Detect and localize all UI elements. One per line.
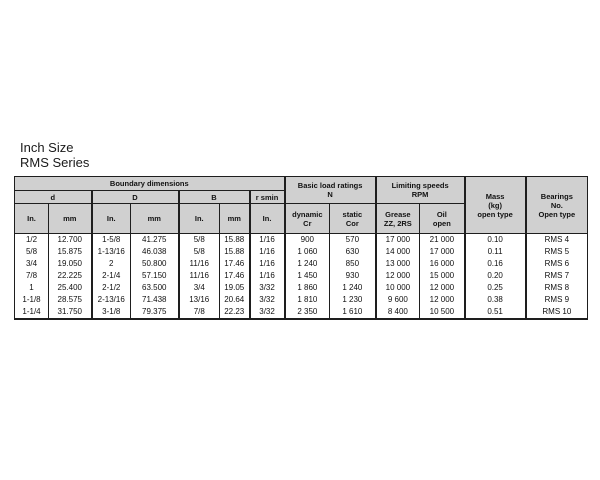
cell-mass: 0.10 — [465, 234, 526, 247]
cell-static-cor: 630 — [330, 246, 376, 258]
header-open-label: open — [432, 218, 451, 228]
cell-oil-speed: 17 000 — [420, 246, 465, 258]
cell-mass: 0.25 — [465, 282, 526, 294]
header-cor-label: Cor — [345, 218, 359, 228]
table-row — [15, 258, 588, 270]
title-inch-size: Inch Size — [20, 140, 74, 155]
cell-B-mm: 19.05 — [220, 282, 250, 294]
cell-dynamic-cr: 900 — [285, 234, 330, 247]
cell-D-mm: 63.500 — [131, 282, 179, 294]
cell-static-cor: 1 230 — [330, 294, 376, 306]
table-row — [15, 294, 588, 306]
header-B-width: B — [179, 191, 250, 204]
header-d-in: In. — [15, 204, 49, 234]
cell-B-mm: 15.88 — [220, 234, 250, 247]
header-mass-sub: open type — [477, 209, 513, 219]
cell-grease-speed: 10 000 — [376, 282, 420, 294]
cell-d-mm: 25.400 — [49, 282, 92, 294]
cell-oil-speed: 21 000 — [420, 234, 465, 247]
cell-r-in: 1/16 — [250, 234, 285, 247]
cell-B-mm: 22.23 — [220, 306, 250, 319]
cell-d-in: 1/2 — [15, 234, 49, 247]
header-mass-unit: (kg) — [488, 200, 502, 210]
cell-grease-speed: 12 000 — [376, 270, 420, 282]
cell-dynamic-cr: 2 350 — [285, 306, 330, 319]
cell-d-in: 1-1/8 — [15, 294, 49, 306]
header-bearings-sub: Open type — [538, 209, 576, 219]
header-load-ratings-label: Basic load ratings — [297, 181, 363, 190]
table-row — [15, 306, 588, 319]
cell-D-in: 1-5/8 — [92, 234, 131, 247]
cell-static-cor: 1 610 — [330, 306, 376, 319]
header-mass — [465, 177, 526, 234]
cell-d-mm: 19.050 — [49, 258, 92, 270]
header-bearings-no — [526, 177, 588, 234]
cell-bearing-no: RMS 8 — [526, 282, 588, 294]
cell-d-in: 3/4 — [15, 258, 49, 270]
header-speed-unit: RPM — [411, 190, 429, 199]
cell-mass: 0.20 — [465, 270, 526, 282]
header-D-outer: D — [92, 191, 179, 204]
cell-bearing-no: RMS 5 — [526, 246, 588, 258]
cell-oil-speed: 12 000 — [420, 294, 465, 306]
cell-B-in: 5/8 — [179, 234, 220, 247]
table-row — [15, 234, 588, 247]
cell-B-in: 5/8 — [179, 246, 220, 258]
cell-D-in: 1-13/16 — [92, 246, 131, 258]
header-load-unit: N — [327, 190, 333, 199]
header-grease-label: Grease — [385, 209, 411, 219]
cell-D-mm: 46.038 — [131, 246, 179, 258]
cell-mass: 0.11 — [465, 246, 526, 258]
cell-static-cor: 850 — [330, 258, 376, 270]
cell-D-in: 3-1/8 — [92, 306, 131, 319]
cell-r-in: 3/32 — [250, 282, 285, 294]
table-row — [15, 270, 588, 282]
cell-mass: 0.16 — [465, 258, 526, 270]
header-d-mm: mm — [49, 204, 92, 234]
cell-oil-speed: 12 000 — [420, 282, 465, 294]
cell-B-mm: 17.46 — [220, 258, 250, 270]
cell-oil-speed: 15 000 — [420, 270, 465, 282]
header-d-bore: d — [15, 191, 92, 204]
cell-static-cor: 570 — [330, 234, 376, 247]
cell-r-in: 3/32 — [250, 306, 285, 319]
header-r-in: In. — [250, 204, 285, 234]
cell-D-in: 2-1/4 — [92, 270, 131, 282]
table-row — [15, 246, 588, 258]
cell-d-mm: 31.750 — [49, 306, 92, 319]
cell-mass: 0.51 — [465, 306, 526, 319]
cell-d-mm: 15.875 — [49, 246, 92, 258]
cell-bearing-no: RMS 9 — [526, 294, 588, 306]
header-B-in: In. — [179, 204, 220, 234]
header-D-in: In. — [92, 204, 131, 234]
header-B-mm: mm — [220, 204, 250, 234]
title-series: RMS Series — [20, 155, 90, 170]
cell-static-cor: 930 — [330, 270, 376, 282]
cell-static-cor: 1 240 — [330, 282, 376, 294]
cell-B-in: 11/16 — [179, 258, 220, 270]
cell-bearing-no: RMS 4 — [526, 234, 588, 247]
cell-d-mm: 28.575 — [49, 294, 92, 306]
cell-grease-speed: 8 400 — [376, 306, 420, 319]
cell-B-in: 13/16 — [179, 294, 220, 306]
header-zz-label: ZZ, 2RS — [383, 218, 412, 228]
cell-B-mm: 15.88 — [220, 246, 250, 258]
table-body — [15, 234, 588, 320]
header-bearings-label: Bearings — [540, 191, 573, 201]
cell-B-in: 7/8 — [179, 306, 220, 319]
header-mass-label: Mass — [485, 191, 505, 201]
header-static-cor — [330, 204, 376, 234]
cell-B-in: 3/4 — [179, 282, 220, 294]
cell-D-mm: 41.275 — [131, 234, 179, 247]
header-limiting-speeds — [376, 177, 465, 204]
cell-dynamic-cr: 1 860 — [285, 282, 330, 294]
header-static-label: static — [342, 209, 363, 219]
cell-bearing-no: RMS 10 — [526, 306, 588, 319]
header-dynamic-label: dynamic — [292, 209, 323, 219]
cell-d-in: 7/8 — [15, 270, 49, 282]
header-D-mm: mm — [131, 204, 179, 234]
table-row — [15, 282, 588, 294]
header-oil-label: Oil — [436, 209, 447, 219]
page-title — [20, 140, 89, 170]
bearing-spec-table — [14, 176, 588, 320]
header-bearings-no-label: No. — [550, 200, 563, 210]
cell-grease-speed: 14 000 — [376, 246, 420, 258]
cell-D-mm: 57.150 — [131, 270, 179, 282]
cell-r-in: 1/16 — [250, 258, 285, 270]
cell-bearing-no: RMS 6 — [526, 258, 588, 270]
cell-r-in: 1/16 — [250, 270, 285, 282]
cell-d-mm: 12.700 — [49, 234, 92, 247]
cell-dynamic-cr: 1 060 — [285, 246, 330, 258]
cell-r-in: 1/16 — [250, 246, 285, 258]
cell-grease-speed: 13 000 — [376, 258, 420, 270]
cell-mass: 0.38 — [465, 294, 526, 306]
cell-grease-speed: 9 600 — [376, 294, 420, 306]
cell-D-in: 2 — [92, 258, 131, 270]
cell-D-in: 2-1/2 — [92, 282, 131, 294]
cell-d-mm: 22.225 — [49, 270, 92, 282]
cell-D-mm: 71.438 — [131, 294, 179, 306]
cell-grease-speed: 17 000 — [376, 234, 420, 247]
cell-dynamic-cr: 1 810 — [285, 294, 330, 306]
cell-D-mm: 50.800 — [131, 258, 179, 270]
cell-oil-speed: 10 500 — [420, 306, 465, 319]
cell-D-mm: 79.375 — [131, 306, 179, 319]
cell-dynamic-cr: 1 240 — [285, 258, 330, 270]
header-oil — [420, 204, 465, 234]
cell-B-mm: 17.46 — [220, 270, 250, 282]
cell-oil-speed: 16 000 — [420, 258, 465, 270]
cell-d-in: 1 — [15, 282, 49, 294]
cell-d-in: 1-1/4 — [15, 306, 49, 319]
header-r-smin: r smin — [250, 191, 285, 204]
cell-d-in: 5/8 — [15, 246, 49, 258]
cell-B-in: 11/16 — [179, 270, 220, 282]
header-basic-load-ratings — [285, 177, 376, 204]
header-limiting-speeds-label: Limiting speeds — [391, 181, 449, 190]
cell-dynamic-cr: 1 450 — [285, 270, 330, 282]
cell-D-in: 2-13/16 — [92, 294, 131, 306]
header-boundary-dimensions: Boundary dimensions — [15, 177, 285, 191]
cell-B-mm: 20.64 — [220, 294, 250, 306]
header-grease — [376, 204, 420, 234]
header-dynamic-cr — [285, 204, 330, 234]
cell-bearing-no: RMS 7 — [526, 270, 588, 282]
cell-r-in: 3/32 — [250, 294, 285, 306]
header-cr-label: Cr — [303, 218, 312, 228]
